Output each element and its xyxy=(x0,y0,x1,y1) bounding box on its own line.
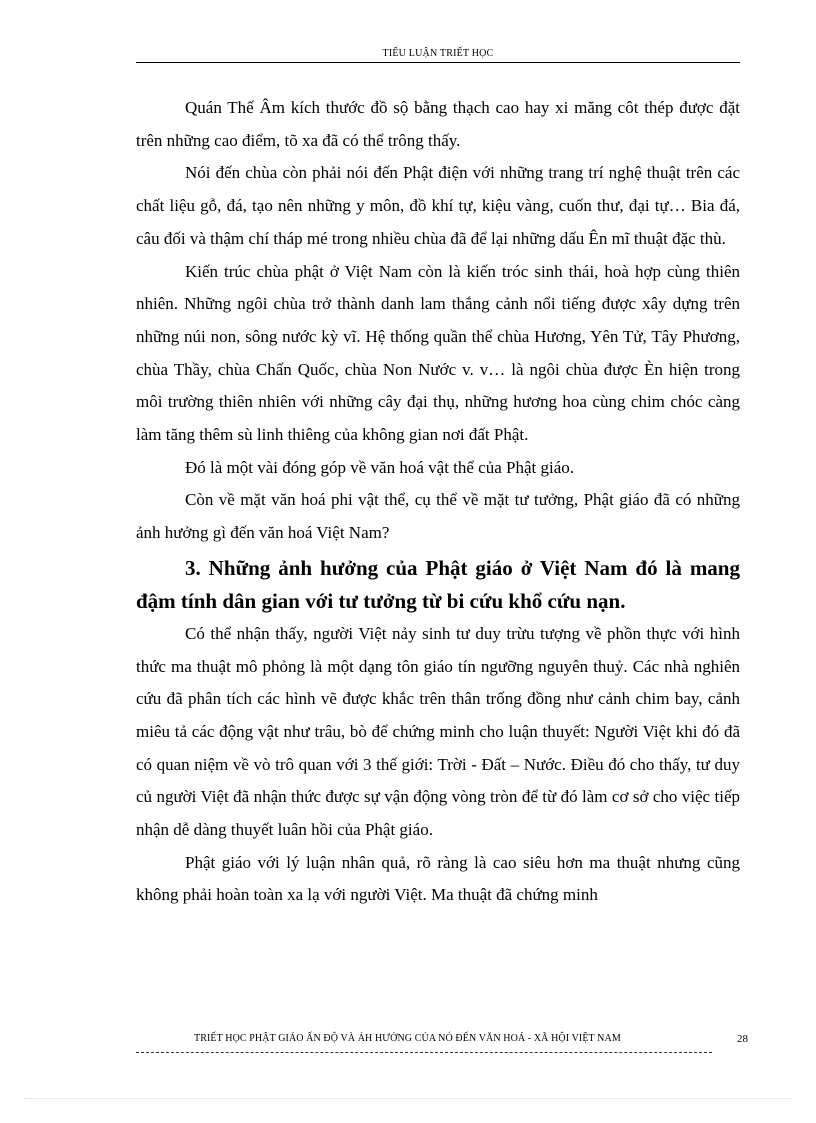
page-number: 28 xyxy=(737,1033,748,1045)
paragraph-4: Đó là một vài đóng góp về văn hoá vật thể của Phật giáo. xyxy=(185,457,575,477)
header-divider xyxy=(136,62,740,63)
paragraph-3: Kiến trúc chùa phật ở Việt Nam còn là kiến tróc sinh thái, hoà hợp cùng thiên nhiên. Những ngôi chùa trở thành danh lam thắng cảnh nổi tiếng được xây dựng trên những núi non, sông nước kỳ vĩ. Hệ thống quần thể chùa Hương, Yên Tử, Tây Phương, chùa Thầy, chùa Chấn Quốc, chùa Non Nước v. v… là ngôi chùa được Èn hiện trong môi trường thiên nhiên với những cây đại thụ, những hương hoa cùng chim chóc càng làm tăng thêm sù linh thiêng của không gian nơi đất Phật. xyxy=(136,261,740,445)
running-header: TIỂU LUẬN TRIẾT HỌC xyxy=(382,48,494,59)
page-body xyxy=(136,92,740,912)
paragraph-1: Quán Thế Âm kích thước đồ sộ bằng thạch cao hay xi măng côt thép được đặt trên những cao điểm, tõ xa đã có thể trông thấy. xyxy=(136,98,740,150)
paragraph-2: Nói đến chùa còn phải nói đến Phật điện với những trang trí nghệ thuật trên các chất liệu gỗ, đá, tạo nên những y môn, đồ khí tự, kiệu vàng, cuốn thư, đại tự… Bia đá, câu đối và thậm chí tháp mé trong nhiều chùa đã để lại những dấu Ên mĩ thuật đặc thù. xyxy=(136,163,740,248)
footer-divider xyxy=(136,1052,712,1053)
paragraph-6: Có thể nhận thấy, người Việt nảy sinh tư duy trừu tượng về phồn thực với hình thức ma thuật mô phỏng là một dạng tôn giáo tín ngưỡng nguyên thuỷ. Các nhà nghiên cứu đã phân tích các hình vẽ được khắc trên thân trống đồng như cảnh chim bay, cảnh miêu tả các động vật như trâu, bò để chứng minh cho luận thuyết: Người Việt khi đó đã có quan niệm về vò trô quan với 3 thế giới: Trời - Đất – Nước. Điều đó cho thấy, tư duy củ người Việt đã nhận thức được sự vận động vòng tròn để từ đó làm cơ sở cho việc tiếp nhận dễ dàng thuyết luân hồi của Phật giáo. xyxy=(136,623,740,840)
paragraph-5: Còn về mặt văn hoá phi vật thể, cụ thể về mặt tư tưởng, Phật giáo đã có những ảnh hưởng gì đến văn hoá Việt Nam? xyxy=(136,490,740,543)
paragraph-7: Phật giáo với lý luận nhân quả, rõ ràng là cao siêu hơn ma thuật nhưng cũng không phải hoàn toàn xa lạ với người Việt. Ma thuật đã chứng minh xyxy=(136,852,740,905)
page-edge-divider xyxy=(24,1098,792,1099)
section-heading: 3. Những ảnh hưởng của Phật giáo ở Việt Nam đó là mang đậm tính dân gian với tư tưởng từ bi cứu khổ cứu nạn. xyxy=(136,555,740,613)
footer-title: TRIẾT HỌC PHẬT GIÁO ẤN ĐỘ VÀ ẢH HƯỞNG CỦA NÓ ĐẾN VĂN HOÁ - XÃ HỘI VIỆT NAM xyxy=(194,1033,621,1044)
